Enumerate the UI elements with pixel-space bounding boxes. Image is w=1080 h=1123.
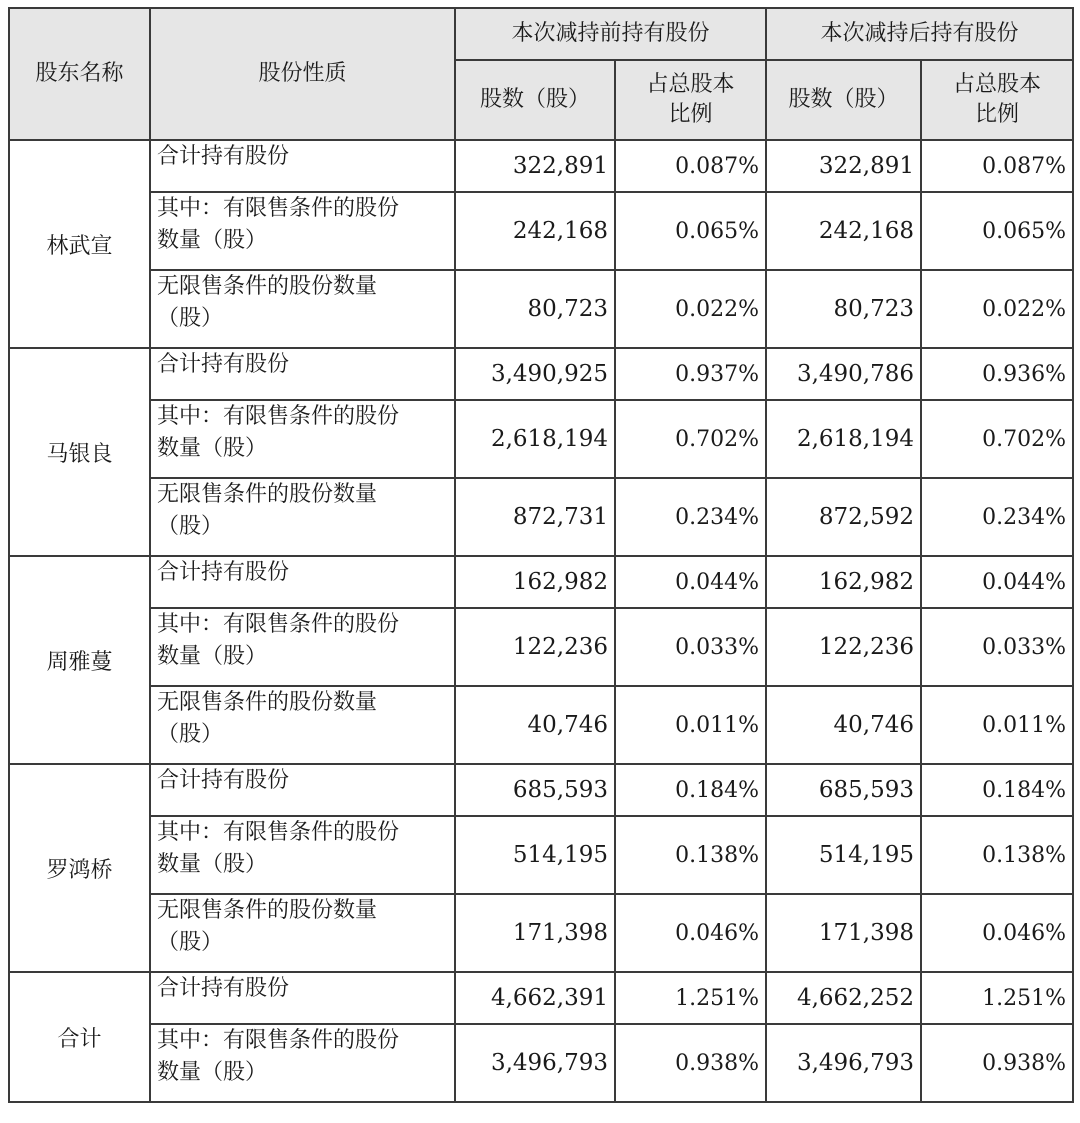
share-nature-line1: 其中：有限售条件的股份	[157, 196, 400, 221]
after-ratio-cell: 0.936%	[921, 348, 1073, 400]
share-nature-cell	[150, 894, 455, 972]
table-row	[9, 764, 1073, 816]
share-nature-line1: 其中：有限售条件的股份	[157, 612, 400, 637]
share-nature-cell	[150, 972, 455, 1024]
after-ratio-cell: 0.046%	[921, 894, 1073, 972]
share-nature-line1: 其中：有限售条件的股份	[157, 1028, 400, 1053]
share-nature-line1: 其中：有限售条件的股份	[157, 820, 400, 845]
table-row	[9, 556, 1073, 608]
before-ratio-cell: 0.065%	[615, 192, 766, 270]
after-ratio-cell: 0.138%	[921, 816, 1073, 894]
after-ratio-cell: 0.044%	[921, 556, 1073, 608]
shareholder-name-cell: 林武宣	[9, 140, 150, 348]
after-ratio-cell: 0.184%	[921, 764, 1073, 816]
share-nature-cell	[150, 816, 455, 894]
before-ratio-cell: 0.011%	[615, 686, 766, 764]
table-row	[9, 1024, 1073, 1102]
after-ratio-cell: 0.022%	[921, 270, 1073, 348]
before-shares-cell: 40,746	[455, 686, 615, 764]
share-nature-line2: 数量（股）	[157, 228, 268, 253]
header-before-ratio	[615, 60, 766, 140]
header-ratio-line1: 占总股本	[953, 72, 1042, 97]
header-ratio-line2: 比例	[975, 102, 1020, 127]
after-ratio-cell: 0.702%	[921, 400, 1073, 478]
table-row	[9, 478, 1073, 556]
after-shares-cell: 514,195	[766, 816, 921, 894]
before-shares-cell: 322,891	[455, 140, 615, 192]
before-shares-cell: 872,731	[455, 478, 615, 556]
before-shares-cell: 162,982	[455, 556, 615, 608]
header-shareholder-name: 股东名称	[9, 8, 150, 140]
table-row	[9, 348, 1073, 400]
table-row	[9, 608, 1073, 686]
share-nature-cell	[150, 400, 455, 478]
share-nature-line1: 无限售条件的股份数量	[157, 898, 378, 923]
share-nature-cell	[150, 556, 455, 608]
share-nature-cell	[150, 348, 455, 400]
after-ratio-cell: 0.065%	[921, 192, 1073, 270]
before-shares-cell: 80,723	[455, 270, 615, 348]
before-shares-cell: 171,398	[455, 894, 615, 972]
before-ratio-cell: 0.184%	[615, 764, 766, 816]
before-shares-cell: 514,195	[455, 816, 615, 894]
before-ratio-cell: 0.022%	[615, 270, 766, 348]
share-nature-cell	[150, 140, 455, 192]
header-before-shares: 股数（股）	[455, 60, 615, 140]
share-nature-line2: 数量（股）	[157, 852, 268, 877]
shareholder-name-cell: 合计	[9, 972, 150, 1102]
share-nature-line1: 无限售条件的股份数量	[157, 690, 378, 715]
share-nature-line1: 其中：有限售条件的股份	[157, 404, 400, 429]
share-nature-cell	[150, 1024, 455, 1102]
before-ratio-cell: 0.044%	[615, 556, 766, 608]
header-ratio-line2: 比例	[668, 102, 713, 127]
after-shares-cell: 162,982	[766, 556, 921, 608]
before-ratio-cell: 0.087%	[615, 140, 766, 192]
shareholder-name-cell: 周雅蔓	[9, 556, 150, 764]
share-nature-line1: 合计持有股份	[157, 768, 290, 793]
header-row-1	[9, 8, 1073, 60]
before-shares-cell: 685,593	[455, 764, 615, 816]
before-shares-cell: 122,236	[455, 608, 615, 686]
share-nature-line2: 数量（股）	[157, 1060, 268, 1085]
after-shares-cell: 3,490,786	[766, 348, 921, 400]
table-row	[9, 894, 1073, 972]
share-nature-line2: 数量（股）	[157, 644, 268, 669]
after-shares-cell: 3,496,793	[766, 1024, 921, 1102]
after-shares-cell: 685,593	[766, 764, 921, 816]
share-nature-line1: 无限售条件的股份数量	[157, 482, 378, 507]
shareholder-name-cell: 马银良	[9, 348, 150, 556]
share-nature-line1: 合计持有股份	[157, 352, 290, 377]
before-ratio-cell: 0.046%	[615, 894, 766, 972]
before-ratio-cell: 1.251%	[615, 972, 766, 1024]
before-ratio-cell: 0.138%	[615, 816, 766, 894]
after-ratio-cell: 0.938%	[921, 1024, 1073, 1102]
after-shares-cell: 322,891	[766, 140, 921, 192]
after-ratio-cell: 0.011%	[921, 686, 1073, 764]
share-nature-line2: （股）	[157, 306, 224, 331]
before-ratio-cell: 0.702%	[615, 400, 766, 478]
share-nature-cell	[150, 686, 455, 764]
header-after-shares: 股数（股）	[766, 60, 921, 140]
shareholding-table	[8, 7, 1074, 1103]
before-shares-cell: 3,490,925	[455, 348, 615, 400]
table-row	[9, 686, 1073, 764]
shareholder-name-cell: 罗鸿桥	[9, 764, 150, 972]
header-before-reduction: 本次减持前持有股份	[455, 8, 766, 60]
after-ratio-cell: 1.251%	[921, 972, 1073, 1024]
share-nature-line2: （股）	[157, 930, 224, 955]
after-shares-cell: 4,662,252	[766, 972, 921, 1024]
before-ratio-cell: 0.937%	[615, 348, 766, 400]
after-shares-cell: 2,618,194	[766, 400, 921, 478]
share-nature-line1: 合计持有股份	[157, 976, 290, 1001]
share-nature-cell	[150, 608, 455, 686]
share-nature-line2: （股）	[157, 514, 224, 539]
share-nature-line1: 合计持有股份	[157, 144, 290, 169]
after-shares-cell: 40,746	[766, 686, 921, 764]
table-row	[9, 270, 1073, 348]
before-ratio-cell: 0.938%	[615, 1024, 766, 1102]
after-shares-cell: 242,168	[766, 192, 921, 270]
table-row	[9, 816, 1073, 894]
after-ratio-cell: 0.033%	[921, 608, 1073, 686]
table-row	[9, 972, 1073, 1024]
before-shares-cell: 242,168	[455, 192, 615, 270]
header-ratio-line1: 占总股本	[646, 72, 735, 97]
share-nature-line1: 合计持有股份	[157, 560, 290, 585]
share-nature-cell	[150, 478, 455, 556]
share-nature-line1: 无限售条件的股份数量	[157, 274, 378, 299]
after-shares-cell: 171,398	[766, 894, 921, 972]
before-shares-cell: 4,662,391	[455, 972, 615, 1024]
share-nature-cell	[150, 192, 455, 270]
share-nature-cell	[150, 270, 455, 348]
after-shares-cell: 872,592	[766, 478, 921, 556]
before-shares-cell: 3,496,793	[455, 1024, 615, 1102]
before-ratio-cell: 0.234%	[615, 478, 766, 556]
after-ratio-cell: 0.087%	[921, 140, 1073, 192]
before-ratio-cell: 0.033%	[615, 608, 766, 686]
table-row	[9, 192, 1073, 270]
table-row	[9, 400, 1073, 478]
share-nature-line2: 数量（股）	[157, 436, 268, 461]
share-nature-line2: （股）	[157, 722, 224, 747]
header-after-ratio	[921, 60, 1073, 140]
after-shares-cell: 122,236	[766, 608, 921, 686]
table-container	[8, 7, 1074, 1103]
table-body	[9, 140, 1073, 1102]
header-share-nature: 股份性质	[150, 8, 455, 140]
header-after-reduction: 本次减持后持有股份	[766, 8, 1073, 60]
after-shares-cell: 80,723	[766, 270, 921, 348]
after-ratio-cell: 0.234%	[921, 478, 1073, 556]
share-nature-cell	[150, 764, 455, 816]
table-row	[9, 140, 1073, 192]
before-shares-cell: 2,618,194	[455, 400, 615, 478]
